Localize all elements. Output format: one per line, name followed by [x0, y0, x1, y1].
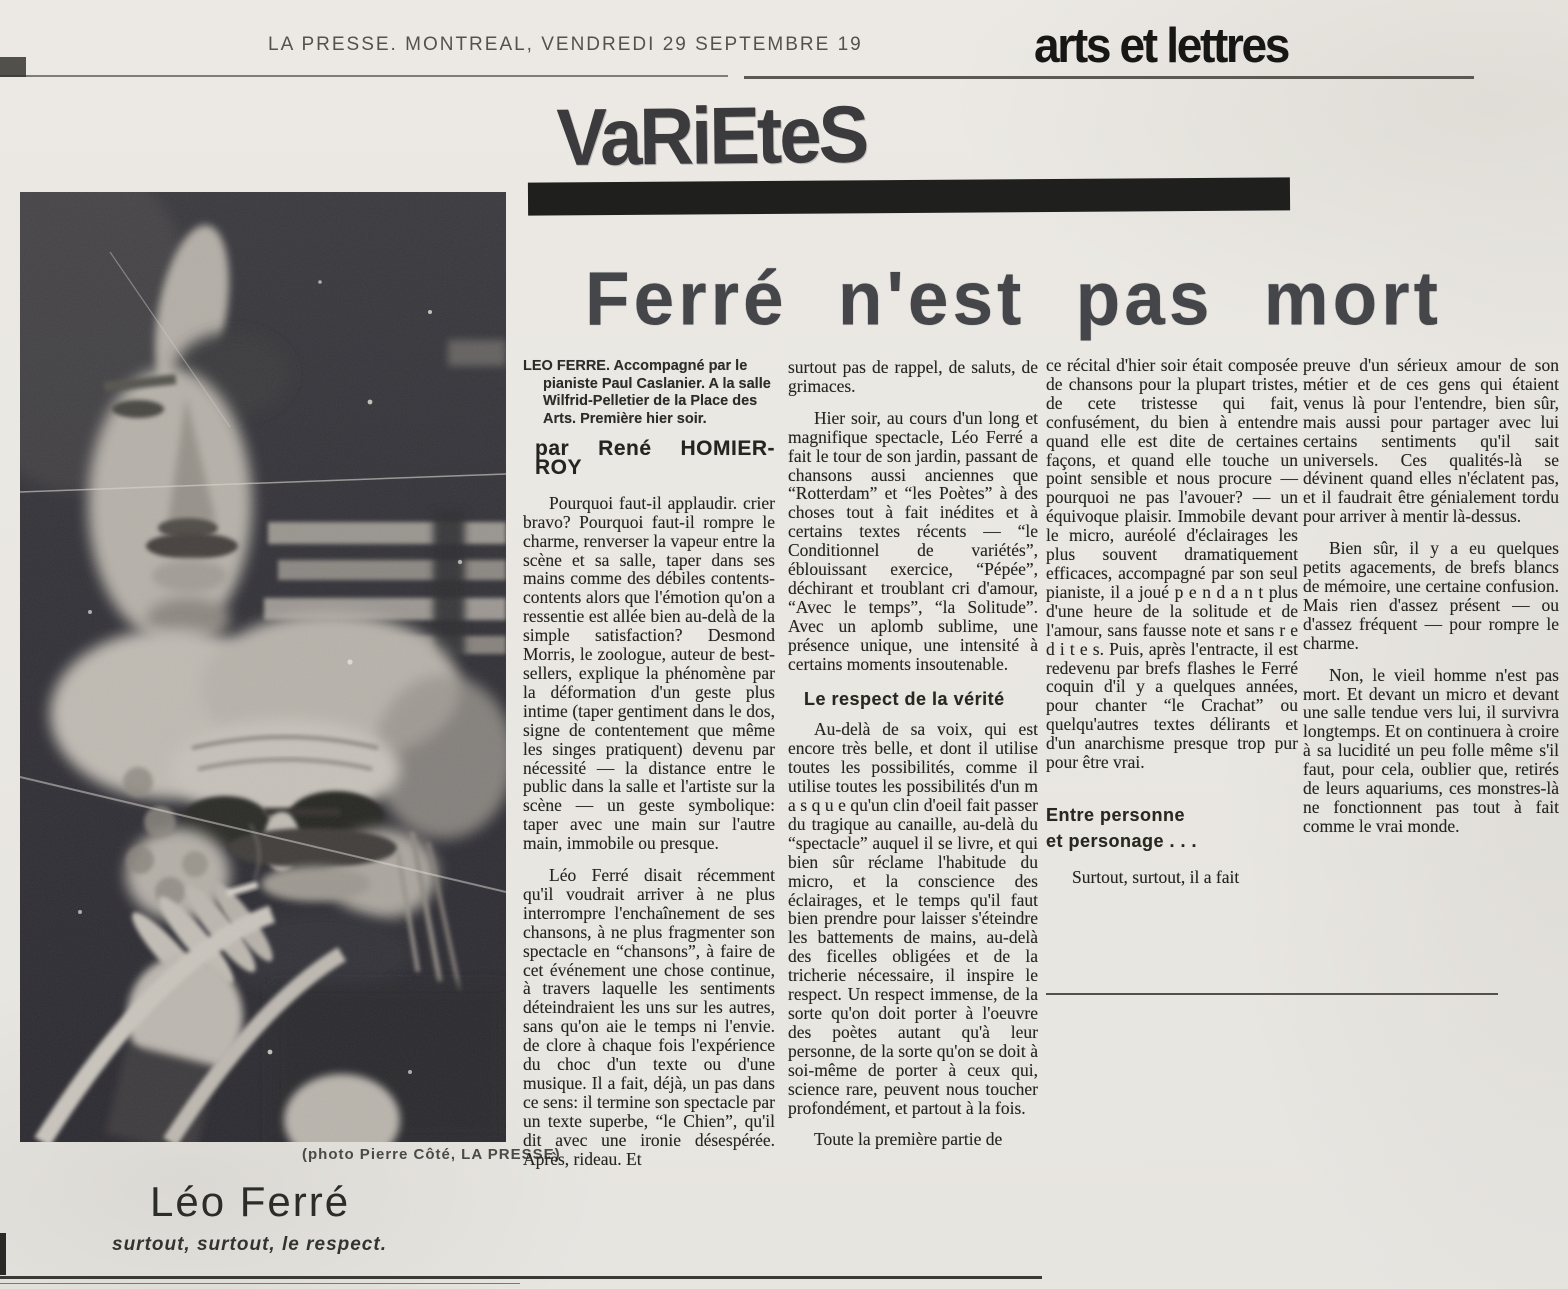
paragraph: ce récital d'hier soir était composée de chansons pour la plupart tristes, de cete tristesse qui fait, confusément, du bien à entendre quand elle est dite de certaines façons, et quand elle touche un point sensible et nous procure — pourquoi ne pas l'avouer? — un équivoque plaisir. Immobile devant le micro, auréolé d'éclairages les plus souvent dramatiquement efficaces, accompagné par son seul pianiste, il a joué p e n d a n t plus d'une heure de la solitude et de l'amour, sans fausse note et sans r e d i t e s. Puis, après l'entracte, il est redevenu par brefs flashes le Ferré coquin d'il y a quelques années, pour chanter “le Crachat” ou quelqu'autres textes délirants et d'un anarchisme presque trop pur pour être vrai. — [1046, 355, 1298, 773]
masthead-dateline: LA PRESSE. MONTREAL, VENDREDI 29 SEPTEMBRE 19 — [268, 34, 863, 55]
bottom-rule-columns-3-4 — [1046, 993, 1498, 995]
article-column-2 — [788, 358, 1038, 1162]
varietes-logo: VaRiEteS — [556, 89, 867, 184]
subhead-line: et personage . . . — [1046, 830, 1198, 851]
photo-caption-tagline: surtout, surtout, le respect. — [112, 1234, 387, 1255]
section-title: arts et lettres — [1034, 19, 1289, 73]
article-byline: par René HOMIER-ROY — [535, 437, 775, 479]
subhead-line: Entre personne — [1046, 804, 1186, 825]
scan-artifact-top-left — [0, 57, 26, 77]
paragraph: Léo Ferré disait récemment qu'il voudrait arriver à ne plus interrompre l'enchaînement de ses chansons, à ne plus fragmenter son spectacle en “chansons”, à faire de cet événement une chose continue, à travers laquelle les sentiments déteindraient les uns sur les autres, sans qu'on aie le temps ni l'envie. de clore à chaque fois l'expérience du choc d'un texte ou d'une musique. Il a fait, déjà, un pas dans ce sens: il termine son spectacle par un texte superbe, “le Chien”, qu'il dit avec une ironie désespérée. Après, rideau. Et — [523, 865, 775, 1169]
paragraph: Bien sûr, il y a eu quelques petits agacements, de brefs blancs de mémoire, une certaine confusion. Mais rien d'assez présent — ou d'assez fréquent — pour rompre le charme. — [1303, 538, 1559, 653]
article-column-3 — [1046, 356, 1298, 900]
paragraph: Toute la première partie de — [814, 1129, 1003, 1150]
bottom-rule-shadow — [0, 1283, 520, 1284]
paragraph: surtout pas de rappel, de saluts, de grimaces. — [788, 357, 1038, 396]
paragraph: Surtout, surtout, il a fait — [1072, 866, 1240, 887]
photo-credit: (photo Pierre Côté, LA PRESSE) — [302, 1146, 561, 1163]
article-column-1 — [523, 358, 775, 1182]
photo-frame — [20, 192, 506, 1142]
leo-ferre-photo — [20, 192, 506, 1142]
subhead-entre-personne — [1046, 802, 1298, 854]
headline: Ferré n'est pas mort — [585, 257, 1442, 342]
paragraph: Hier soir, au cours d'un long et magnifique spectacle, Léo Ferré a fait le tour de son jardin, passant de chansons aussi anciennes que “Rotterdam” et “les Poètes” à des choses tout à fait inédites et à certains textes récents — “le Conditionnel de variétés”, éblouissant exercice, “Pépée”, déchirant et troublant cri d'amour, “Avec le temps”, “la Solitude”. Avec un aplomb sublime, une présence unique, une intensité à certains moments insoutenable. — [788, 407, 1038, 674]
bottom-rule-columns-1-2 — [0, 1276, 1042, 1279]
paragraph: Non, le vieil homme n'est pas mort. Et devant un micro et devant une salle tendue vers lui, il survivra longtemps. Et on continuera à croire à sa lucidité un peu folle même s'il faut, pour cela, oublier que, retirés de leurs aquariums, ces monstres-là ne fonctionnent pas tout à fait comme le vrai monde. — [1303, 664, 1559, 836]
header-rule-right — [744, 76, 1474, 79]
photo-caption-title: Léo Ferré — [150, 1178, 351, 1225]
paragraph: preuve d'un sérieux amour de son métier et de ces gens qui étaient venus là pour l'entendre, bien sûr, mais aussi pour partager avec lui certains sentiments qu'il sait universels. Ces qualités-là se dévinent quand elles n'éclatent pas, et il faudrait être génialement tordu pour arriver à mentir là-dessus. — [1303, 355, 1559, 527]
header-rule-left — [0, 75, 728, 77]
scan-artifact-bottom-left — [0, 1233, 6, 1275]
article-lede: LEO FERRE. Accompagné par le pianiste Paul Caslanier. A la salle Wilfrid-Pelletier de la Place des Arts. Première hier soir. — [523, 358, 771, 427]
subhead-respect: Le respect de la vérité — [804, 688, 1005, 709]
article-column-4 — [1303, 356, 1559, 849]
paragraph: Pourquoi faut-il applaudir. crier bravo? Pourquoi faut-il rompre le charme, renverser la vapeur entre la scène et sa salle, taper dans ses mains comme des débiles contents-contents alors que l'émotion qu'on a ressentie est allée bien au-delà de la simple satisfaction? Desmond Morris, le zoologue, auteur de best-sellers, explique la phénomène par la déformation d'un geste plus intime (taper gentiment dans le dos, signe de contentement que même les singes pratiquent) devenu par nécessité — la distance entre le public dans la salle et l'artiste sur la scène — un geste symbolique: taper avec une main sur l'autre main, immobile ou presque. — [523, 492, 775, 854]
paragraph: Au-delà de sa voix, qui est encore très belle, et dont il utilise toutes les possibilités, comme il utilise toutes les possibilités d'un m a s q u e qu'un clin d'oeil fait passer du tragique au canaille, au-delà du “spectacle” auquel il se livre, et qui bien sûr réclame l'habitude du micro, et la conscience des éclairages, et le temps qu'il faut bien prendre pour laisser s'éteindre les battements de mains, au-delà des ficelles obligées et de la tricherie nécessaire, il inspire le respect. Un respect immense, de la sorte qu'on doit porter à l'oeuvre des poètes autant qu'à leur personne, de la sorte qu'on se doit à soi-même de porter à ceux qui, science rare, peuvent nous toucher profondément, et partout à la fois. — [788, 719, 1038, 1118]
